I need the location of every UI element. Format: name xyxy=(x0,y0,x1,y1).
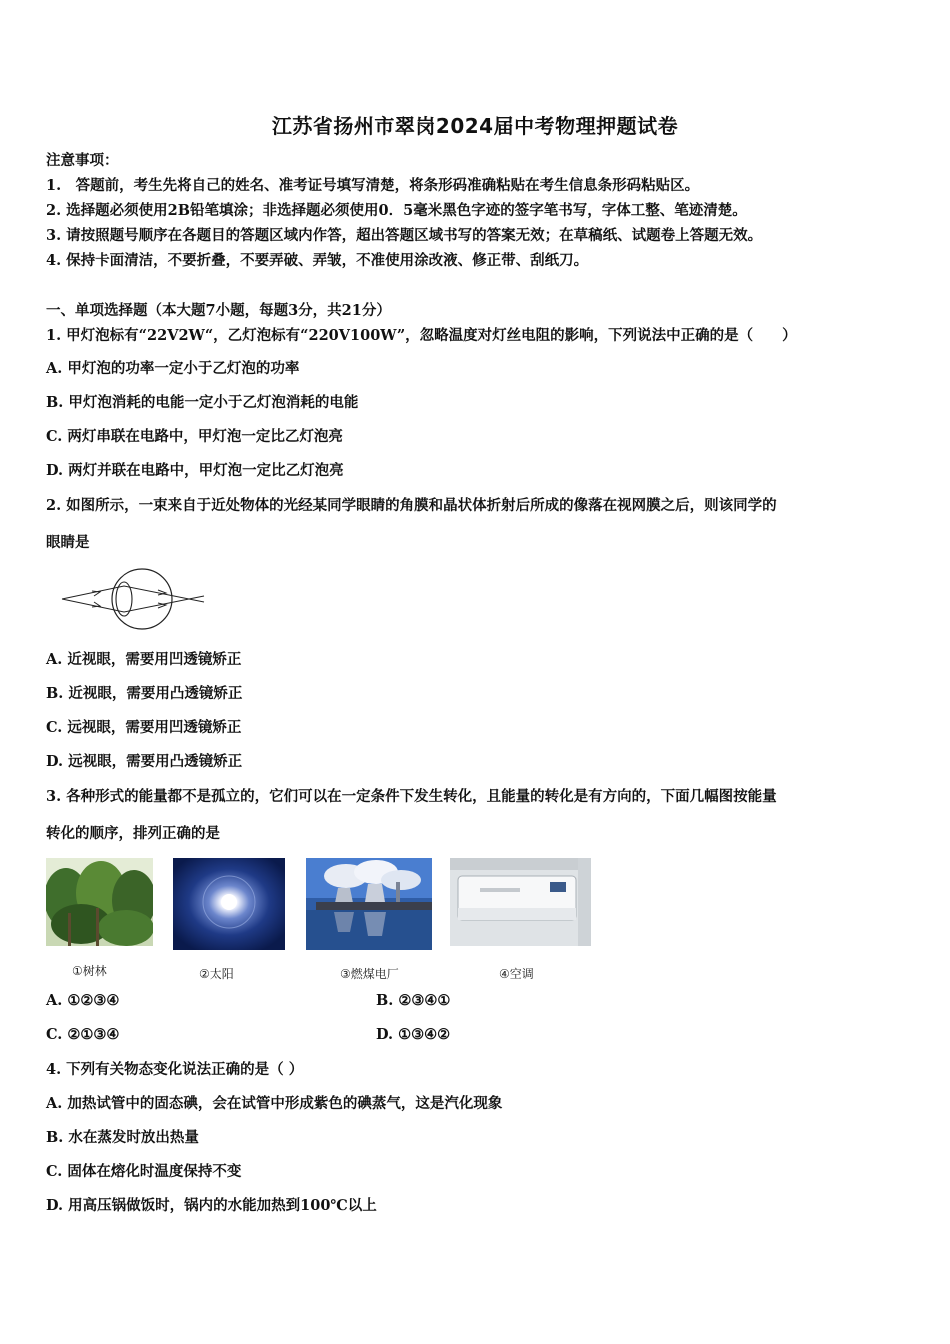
q3-option-c: C. ②①③④ xyxy=(46,1026,120,1043)
forest-image xyxy=(46,858,153,946)
q1-option-d: D. 两灯并联在电路中，甲灯泡一定比乙灯泡亮 xyxy=(46,462,344,479)
light-ray-upper xyxy=(62,586,204,602)
q4-option-d: D. 用高压锅做饭时，锅内的水能加热到100℃以上 xyxy=(46,1197,377,1214)
note-item: 1. 答题前，考生先将自己的姓名、准考证号填写清楚，将条形码准确粘贴在考生信息条形码粘贴区。 xyxy=(46,177,700,194)
q2-option-d: D. 远视眼，需要用凸透镜矫正 xyxy=(46,753,243,770)
light-ray-lower xyxy=(62,596,204,612)
q2-option-a: A. 近视眼，需要用凹透镜矫正 xyxy=(46,651,242,668)
q1-option-a: A. 甲灯泡的功率一定小于乙灯泡的功率 xyxy=(46,360,300,377)
q4-option-a: A. 加热试管中的固态碘，会在试管中形成紫色的碘蒸气，这是汽化现象 xyxy=(46,1095,503,1112)
q2-option-c: C. 远视眼，需要用凹透镜矫正 xyxy=(46,719,242,736)
caption-air-conditioner: ④空调 xyxy=(499,967,534,981)
sun-image xyxy=(173,858,285,950)
q3-option-b: B. ②③④① xyxy=(376,992,451,1009)
note-item: 4. 保持卡面清洁，不要折叠，不要弄破、弄皱，不准使用涂改液、修正带、刮纸刀。 xyxy=(46,252,589,269)
air-conditioner-image xyxy=(450,858,591,946)
q3-option-d: D. ①③④② xyxy=(376,1026,451,1043)
question-2-stem: 2. 如图所示，一束来自于近处物体的光经某同学眼睛的角膜和晶状体折射后所成的像落在视网膜之后，则该同学的 xyxy=(46,497,777,514)
power-plant-image xyxy=(306,858,432,950)
page-title: 江苏省扬州市翠岗2024届中考物理押题试卷 xyxy=(271,114,679,138)
q4-option-c: C. 固体在熔化时温度保持不变 xyxy=(46,1163,242,1180)
q3-option-a: A. ①②③④ xyxy=(46,992,120,1009)
notes-heading: 注意事项： xyxy=(46,152,119,169)
note-item: 2. 选择题必须使用2B铅笔填涂；非选择题必须使用0．5毫米黑色字迹的签字笔书写，字体工整、笔迹清楚。 xyxy=(46,202,747,219)
caption-sun: ②太阳 xyxy=(199,967,234,981)
section-heading: 一、单项选择题（本大题7小题，每题3分，共21分） xyxy=(46,302,391,319)
caption-power-plant: ③燃煤电厂 xyxy=(340,967,399,981)
note-item: 3. 请按照题号顺序在各题目的答题区域内作答，超出答题区域书写的答案无效；在草稿纸、试题卷上答题无效。 xyxy=(46,227,763,244)
q1-option-c: C. 两灯串联在电路中，甲灯泡一定比乙灯泡亮 xyxy=(46,428,343,445)
question-1-stem: 1. 甲灯泡标有“22V2W“，乙灯泡标有“220V100W”，忽略温度对灯丝电阻的影响，下列说法中正确的是（ ） xyxy=(46,327,797,344)
eyeball xyxy=(112,569,172,629)
eye-diagram xyxy=(58,568,208,632)
question-3-stem-cont: 转化的顺序，排列正确的是 xyxy=(46,825,220,842)
q1-option-b: B. 甲灯泡消耗的电能一定小于乙灯泡消耗的电能 xyxy=(46,394,359,411)
q2-option-b: B. 近视眼，需要用凸透镜矫正 xyxy=(46,685,243,702)
question-2-stem-cont: 眼睛是 xyxy=(46,534,90,551)
caption-forest: ①树林 xyxy=(72,964,107,978)
q4-option-b: B. 水在蒸发时放出热量 xyxy=(46,1129,199,1146)
question-4-stem: 4. 下列有关物态变化说法正确的是（ ） xyxy=(46,1061,304,1078)
question-3-stem: 3. 各种形式的能量都不是孤立的，它们可以在一定条件下发生转化，且能量的转化是有方向的，下面几幅图按能量 xyxy=(46,788,777,805)
